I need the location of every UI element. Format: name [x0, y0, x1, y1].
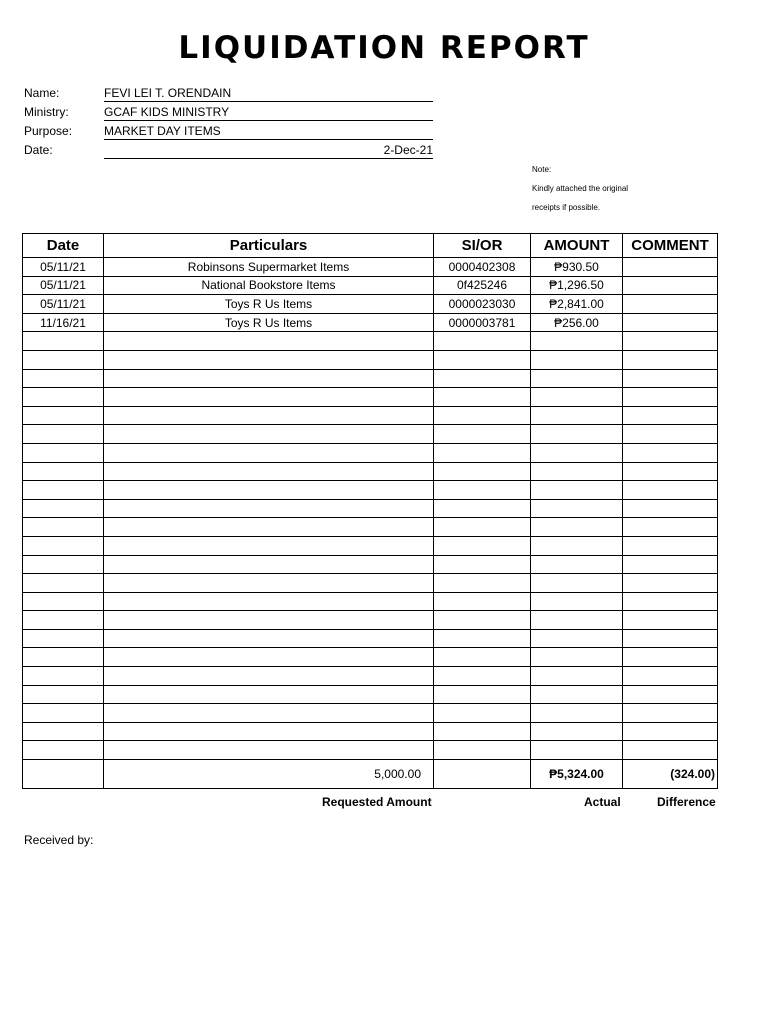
cell-amount — [531, 499, 623, 518]
cell-particulars — [104, 443, 434, 462]
cell-comment — [623, 536, 718, 555]
requested-amount-caption: Requested Amount — [322, 795, 432, 809]
cell-comment — [623, 574, 718, 593]
cell-si-or: 0f425246 — [434, 276, 531, 295]
cell-si-or — [434, 685, 531, 704]
report-title: LIQUIDATION REPORT — [178, 30, 590, 66]
date-value: 2-Dec-21 — [104, 142, 433, 159]
cell-amount — [531, 425, 623, 444]
cell-date — [23, 406, 104, 425]
cell-particulars — [104, 555, 434, 574]
empty-row — [23, 685, 718, 704]
empty-row — [23, 704, 718, 723]
empty-row — [23, 722, 718, 741]
cell-date — [23, 518, 104, 537]
cell-particulars — [104, 741, 434, 760]
cell-particulars — [104, 425, 434, 444]
empty-row — [23, 667, 718, 686]
ministry-label: Ministry: — [24, 105, 69, 119]
cell-date — [23, 388, 104, 407]
cell-comment — [623, 369, 718, 388]
cell-amount — [531, 443, 623, 462]
cell-comment — [623, 499, 718, 518]
cell-amount — [531, 667, 623, 686]
liquidation-table — [22, 233, 718, 789]
empty-row — [23, 332, 718, 351]
cell-date: 05/11/21 — [23, 295, 104, 314]
empty-row — [23, 481, 718, 500]
cell-si-or — [434, 611, 531, 630]
empty-row — [23, 443, 718, 462]
cell-amount — [531, 406, 623, 425]
empty-row — [23, 536, 718, 555]
cell-si-or — [434, 388, 531, 407]
empty-row — [23, 592, 718, 611]
cell-particulars: Toys R Us Items — [104, 295, 434, 314]
actual-amount-value: ₱5,324.00 — [531, 760, 623, 789]
ministry-value: GCAF KIDS MINISTRY — [104, 104, 433, 121]
cell-date — [23, 425, 104, 444]
cell-amount — [531, 704, 623, 723]
cell-amount — [531, 481, 623, 500]
cell-date — [23, 369, 104, 388]
cell-date — [23, 667, 104, 686]
table-body — [23, 258, 718, 789]
cell-amount — [531, 648, 623, 667]
cell-comment — [623, 295, 718, 314]
empty-row — [23, 611, 718, 630]
difference-caption: Difference — [657, 795, 716, 809]
cell-si-or — [434, 667, 531, 686]
cell-amount: ₱1,296.50 — [531, 276, 623, 295]
cell-comment — [623, 332, 718, 351]
cell-si-or — [434, 462, 531, 481]
cell-amount — [531, 741, 623, 760]
cell-amount — [531, 350, 623, 369]
cell-particulars — [104, 332, 434, 351]
cell-particulars — [104, 685, 434, 704]
name-label: Name: — [24, 86, 60, 100]
cell-particulars — [104, 667, 434, 686]
cell-particulars — [104, 350, 434, 369]
cell-particulars — [104, 648, 434, 667]
cell-amount — [531, 592, 623, 611]
cell-amount — [531, 536, 623, 555]
empty-row — [23, 499, 718, 518]
cell-si-or: 0000402308 — [434, 258, 531, 277]
cell-particulars — [104, 481, 434, 500]
table-row — [23, 276, 718, 295]
cell-amount: ₱256.00 — [531, 313, 623, 332]
name-value: FEVI LEI T. ORENDAIN — [104, 85, 433, 102]
cell-date — [23, 332, 104, 351]
header-date: Date — [23, 234, 104, 258]
cell-si-or: 0000023030 — [434, 295, 531, 314]
cell-comment — [623, 443, 718, 462]
cell-date — [23, 648, 104, 667]
cell-particulars — [104, 592, 434, 611]
cell-amount — [531, 722, 623, 741]
cell-date — [23, 536, 104, 555]
header-si-or: SI/OR — [434, 234, 531, 258]
cell-date — [23, 685, 104, 704]
table-header-row — [23, 234, 718, 258]
cell-date: 11/16/21 — [23, 313, 104, 332]
cell-particulars: National Bookstore Items — [104, 276, 434, 295]
cell-si-or — [434, 592, 531, 611]
requested-amount-value: 5,000.00 — [104, 760, 434, 789]
date-label: Date: — [24, 143, 53, 157]
empty-row — [23, 462, 718, 481]
cell-amount: ₱930.50 — [531, 258, 623, 277]
cell-comment — [623, 425, 718, 444]
cell-si-or — [434, 499, 531, 518]
cell-amount — [531, 611, 623, 630]
empty-row — [23, 425, 718, 444]
cell-amount — [531, 332, 623, 351]
note-label: Note: — [532, 165, 552, 174]
cell-si-or — [434, 518, 531, 537]
cell-comment — [623, 629, 718, 648]
cell-comment — [623, 258, 718, 277]
table-row — [23, 295, 718, 314]
cell-particulars — [104, 722, 434, 741]
total-row — [23, 760, 718, 789]
cell-particulars — [104, 499, 434, 518]
cell-amount — [531, 369, 623, 388]
cell-si-or — [434, 481, 531, 500]
empty-row — [23, 629, 718, 648]
cell-amount — [531, 462, 623, 481]
cell-si-or — [434, 406, 531, 425]
cell-particulars — [104, 611, 434, 630]
empty-row — [23, 741, 718, 760]
cell-amount: ₱2,841.00 — [531, 295, 623, 314]
header-comment: COMMENT — [623, 234, 718, 258]
cell-comment — [623, 313, 718, 332]
cell-si-or — [434, 425, 531, 444]
cell-comment — [623, 704, 718, 723]
cell-date — [23, 462, 104, 481]
cell-date — [23, 741, 104, 760]
table-row — [23, 313, 718, 332]
cell-comment — [623, 276, 718, 295]
cell-date — [23, 704, 104, 723]
empty-row — [23, 518, 718, 537]
empty-row — [23, 369, 718, 388]
cell-si-or — [434, 629, 531, 648]
cell-comment — [623, 350, 718, 369]
empty-row — [23, 406, 718, 425]
cell-comment — [623, 722, 718, 741]
cell-date — [23, 481, 104, 500]
note-line-1: Kindly attached the original — [532, 184, 629, 193]
cell-date — [23, 722, 104, 741]
cell-particulars — [104, 462, 434, 481]
cell-particulars: Toys R Us Items — [104, 313, 434, 332]
empty-row — [23, 555, 718, 574]
cell-si-or — [434, 704, 531, 723]
cell-amount — [531, 685, 623, 704]
cell-si-or — [434, 574, 531, 593]
cell-date — [23, 592, 104, 611]
empty-row — [23, 648, 718, 667]
cell-comment — [623, 388, 718, 407]
cell-amount — [531, 388, 623, 407]
header-particulars: Particulars — [104, 234, 434, 258]
cell-si-or: 0000003781 — [434, 313, 531, 332]
cell-comment — [623, 406, 718, 425]
cell-si-or — [434, 722, 531, 741]
actual-caption: Actual — [584, 795, 621, 809]
cell-date — [23, 350, 104, 369]
cell-particulars — [104, 388, 434, 407]
cell-si-or — [434, 369, 531, 388]
cell-si-or — [434, 350, 531, 369]
cell-particulars — [104, 518, 434, 537]
cell-date — [23, 629, 104, 648]
received-by-label: Received by: — [24, 833, 94, 847]
empty-row — [23, 574, 718, 593]
cell-amount — [531, 518, 623, 537]
cell-particulars — [104, 574, 434, 593]
cell-particulars — [104, 629, 434, 648]
total-date-cell — [23, 760, 104, 789]
cell-date — [23, 499, 104, 518]
cell-particulars: Robinsons Supermarket Items — [104, 258, 434, 277]
cell-comment — [623, 462, 718, 481]
total-si-cell — [434, 760, 531, 789]
cell-date — [23, 574, 104, 593]
cell-comment — [623, 555, 718, 574]
cell-si-or — [434, 332, 531, 351]
cell-si-or — [434, 536, 531, 555]
cell-comment — [623, 611, 718, 630]
cell-amount — [531, 555, 623, 574]
cell-particulars — [104, 369, 434, 388]
table-row — [23, 258, 718, 277]
purpose-label: Purpose: — [24, 124, 73, 138]
cell-si-or — [434, 443, 531, 462]
cell-date: 05/11/21 — [23, 276, 104, 295]
cell-date: 05/11/21 — [23, 258, 104, 277]
empty-row — [23, 350, 718, 369]
cell-si-or — [434, 741, 531, 760]
cell-amount — [531, 574, 623, 593]
cell-si-or — [434, 555, 531, 574]
purpose-value: MARKET DAY ITEMS — [104, 123, 433, 140]
difference-value: (324.00) — [623, 760, 718, 789]
cell-comment — [623, 481, 718, 500]
cell-date — [23, 555, 104, 574]
cell-comment — [623, 518, 718, 537]
cell-si-or — [434, 648, 531, 667]
cell-comment — [623, 741, 718, 760]
cell-comment — [623, 592, 718, 611]
cell-date — [23, 443, 104, 462]
empty-row — [23, 388, 718, 407]
cell-comment — [623, 667, 718, 686]
cell-particulars — [104, 704, 434, 723]
cell-amount — [531, 629, 623, 648]
header-amount: AMOUNT — [531, 234, 623, 258]
cell-comment — [623, 648, 718, 667]
cell-comment — [623, 685, 718, 704]
note-line-2: receipts if possible. — [532, 203, 601, 212]
cell-particulars — [104, 406, 434, 425]
cell-date — [23, 611, 104, 630]
cell-particulars — [104, 536, 434, 555]
